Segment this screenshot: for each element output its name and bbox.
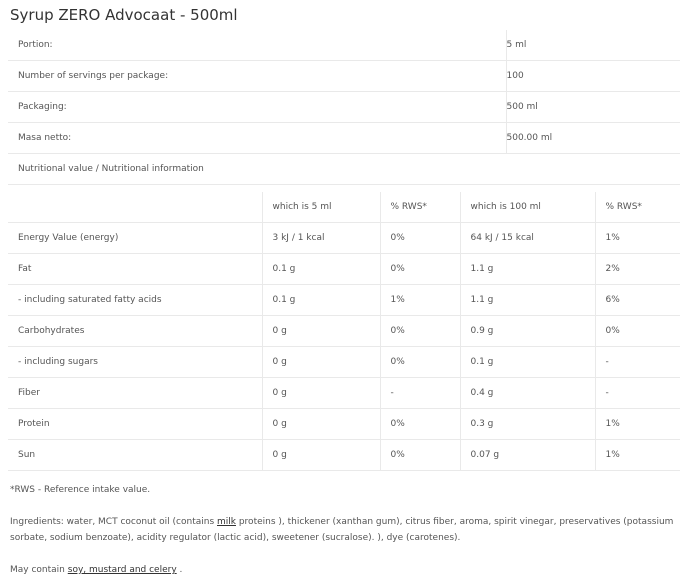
nutrient-value: -	[380, 378, 460, 409]
nutrient-value: 1.1 g	[460, 285, 595, 316]
info-label: Number of servings per package:	[8, 61, 506, 92]
nutrient-name: Fiber	[8, 378, 262, 409]
column-header: which is 5 ml	[262, 192, 380, 223]
nutrient-value: 2%	[595, 254, 680, 285]
nutrient-value: 1%	[595, 440, 680, 471]
nutrition-row	[8, 378, 680, 409]
nutrition-row	[8, 409, 680, 440]
column-header	[8, 192, 262, 223]
nutrient-value: -	[595, 378, 680, 409]
allergen-list: soy, mustard and celery	[67, 565, 177, 575]
nutrition-row	[8, 254, 680, 285]
info-label: Packaging:	[8, 92, 506, 123]
column-header: which is 100 ml	[460, 192, 595, 223]
nutrient-value: 1.1 g	[460, 254, 595, 285]
nutrition-header-row	[8, 154, 680, 185]
nutrition-row	[8, 285, 680, 316]
nutrition-row	[8, 223, 680, 254]
nutrient-value: 0.4 g	[460, 378, 595, 409]
info-value: 5 ml	[506, 30, 680, 61]
nutrient-name: - including saturated fatty acids	[8, 285, 262, 316]
nutrient-name: Carbohydrates	[8, 316, 262, 347]
nutrient-value: 0%	[380, 409, 460, 440]
nutrient-name: Energy Value (energy)	[8, 223, 262, 254]
nutrient-value: 0.07 g	[460, 440, 595, 471]
info-row	[8, 123, 680, 154]
allergens-part: .	[176, 565, 183, 575]
product-title: Syrup ZERO Advocaat - 500ml	[10, 6, 238, 24]
ingredients-text	[10, 514, 682, 546]
nutrient-value: 3 kJ / 1 kcal	[262, 223, 380, 254]
nutrient-value: 0%	[380, 223, 460, 254]
nutrition-column-headers	[8, 192, 680, 223]
nutrient-value: -	[595, 347, 680, 378]
product-info-table	[8, 30, 680, 185]
nutrient-value: 6%	[595, 285, 680, 316]
info-value: 500.00 ml	[506, 123, 680, 154]
nutrient-value: 1%	[380, 285, 460, 316]
info-label: Masa netto:	[8, 123, 506, 154]
nutrient-value: 0%	[380, 254, 460, 285]
allergen-milk: milk	[217, 517, 236, 527]
nutrient-name: - including sugars	[8, 347, 262, 378]
column-header: % RWS*	[380, 192, 460, 223]
info-label: Portion:	[8, 30, 506, 61]
nutrient-value: 0%	[380, 347, 460, 378]
nutrient-value: 0%	[380, 440, 460, 471]
nutrient-name: Sun	[8, 440, 262, 471]
nutrition-table	[8, 192, 680, 471]
nutrient-value: 1%	[595, 223, 680, 254]
nutrient-value: 0%	[380, 316, 460, 347]
nutrient-value: 1%	[595, 409, 680, 440]
nutrient-value: 64 kJ / 15 kcal	[460, 223, 595, 254]
nutrient-value: 0.1 g	[262, 254, 380, 285]
rws-note: *RWS - Reference intake value.	[10, 485, 151, 495]
nutrient-value: 0.1 g	[262, 285, 380, 316]
nutrient-value: 0 g	[262, 440, 380, 471]
nutrient-value: 0 g	[262, 347, 380, 378]
nutrient-value: 0 g	[262, 316, 380, 347]
info-value: 100	[506, 61, 680, 92]
nutrition-row	[8, 347, 680, 378]
nutrition-row	[8, 316, 680, 347]
nutrition-header: Nutritional value / Nutritional information	[8, 154, 680, 185]
nutrient-value: 0 g	[262, 378, 380, 409]
info-row	[8, 92, 680, 123]
column-header: % RWS*	[595, 192, 680, 223]
allergens-part: May contain	[10, 565, 68, 575]
nutrient-name: Fat	[8, 254, 262, 285]
nutrient-value: 0.1 g	[460, 347, 595, 378]
ingredients-part: Ingredients: water, MCT coconut oil (contains	[10, 517, 217, 527]
info-row	[8, 30, 680, 61]
nutrient-value: 0.3 g	[460, 409, 595, 440]
info-value: 500 ml	[506, 92, 680, 123]
allergens-text	[10, 562, 182, 578]
nutrient-name: Protein	[8, 409, 262, 440]
nutrition-row	[8, 440, 680, 471]
info-row	[8, 61, 680, 92]
nutrient-value: 0%	[595, 316, 680, 347]
ingredients-part: proteins ), thickener (xanthan gum), citrus fiber, aroma, spirit vinegar, preservatives (potassium sorbate, sodium benzoate), acidity regulator (lactic acid), sweetener (sucralose). ), dye (carotenes).	[10, 517, 674, 543]
nutrient-value: 0 g	[262, 409, 380, 440]
nutrient-value: 0.9 g	[460, 316, 595, 347]
